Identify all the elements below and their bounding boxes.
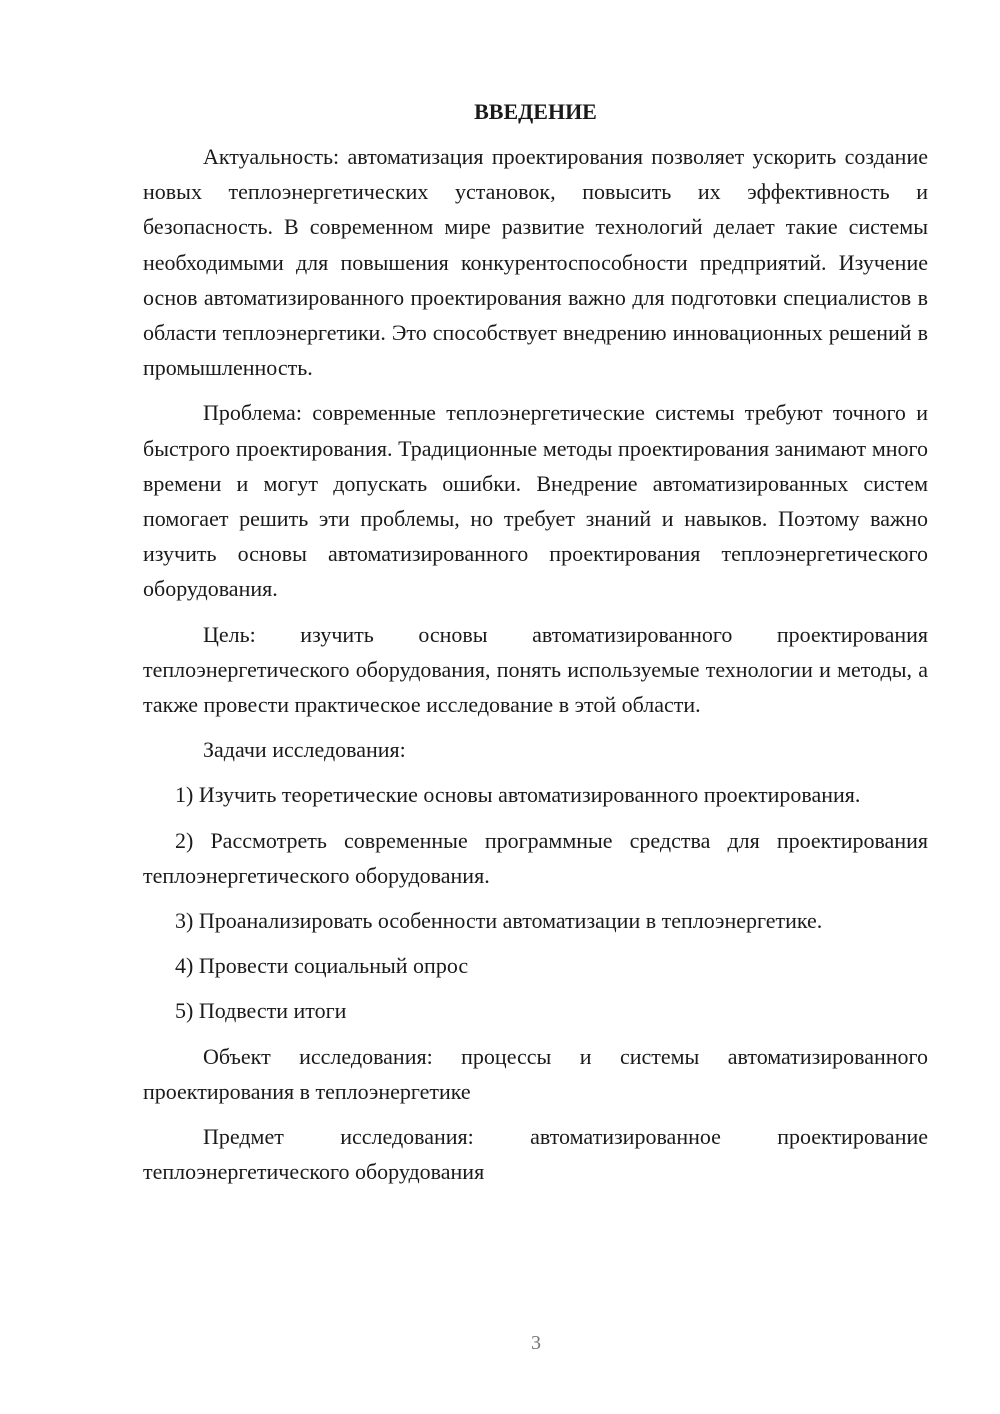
object-paragraph: Объект исследования: процессы и системы автоматизированного проектирования в теплоэнергетике: [143, 1043, 928, 1104]
task-item-3: 3) Проанализировать особенности автоматизации в теплоэнергетике.: [175, 908, 823, 934]
page-content: [143, 94, 928, 1199]
task-item-1: 1) Изучить теоретические основы автоматизированного проектирования.: [175, 782, 861, 808]
task-item-2: 2) Рассмотреть современные программные средства для проектирования теплоэнергетического оборудования.: [143, 827, 928, 888]
task-item-4: 4) Провести социальный опрос: [175, 953, 469, 979]
subject-paragraph: Предмет исследования: автоматизированное проектирование теплоэнергетического оборудования: [143, 1124, 928, 1185]
relevance-paragraph: Актуальность: автоматизация проектирования позволяет ускорить создание новых теплоэнергетических установок, повысить их эффективность и безопасность. В современном мире развитие технологий делает такие системы необходимыми для повышения конкурентоспособности предприятий. Изучение основ автоматизированного проектирования важно для подготовки специалистов в области теплоэнергетики. Это способствует внедрению инновационных решений в промышленность.: [143, 144, 928, 381]
problem-paragraph: Проблема: современные теплоэнергетические системы требуют точного и быстрого проектирования. Традиционные методы проектирования занимают много времени и могут допускать ошибки. Внедрение автоматизированных систем помогает решить эти проблемы, но требует знаний и навыков. Поэтому важно изучить основы автоматизированного проектирования теплоэнергетического оборудования.: [143, 400, 928, 602]
page-number: 3: [531, 1332, 541, 1354]
section-title: ВВЕДЕНИЕ: [474, 99, 597, 124]
task-item-5: 5) Подвести итоги: [175, 998, 347, 1024]
tasks-heading: Задачи исследования:: [203, 737, 406, 763]
goal-paragraph: Цель: изучить основы автоматизированного проектирования теплоэнергетического оборудования, понять используемые технологии и методы, а также провести практическое исследование в этой области.: [143, 621, 928, 718]
